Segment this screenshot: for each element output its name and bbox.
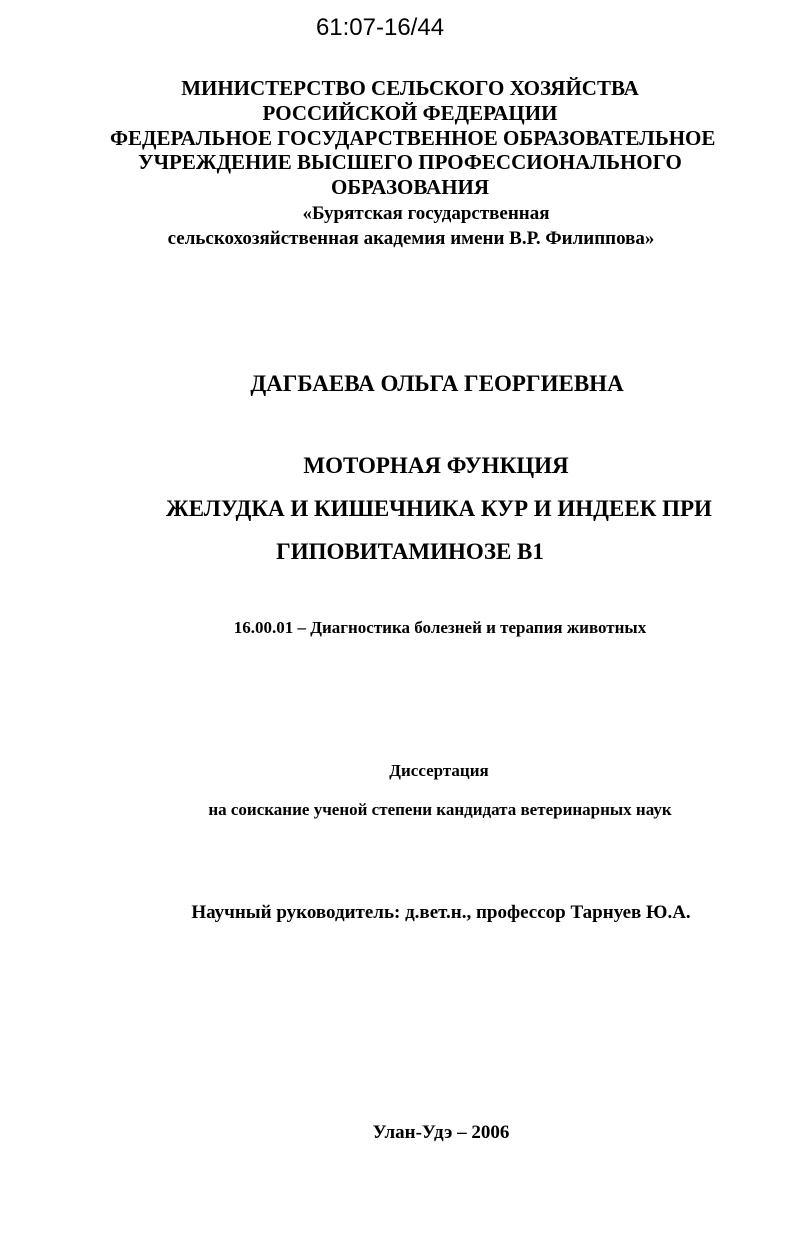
author-name: ДАГБАЕВА ОЛЬГА ГЕОРГИЕВНА: [250, 371, 624, 396]
institution-line: ФЕДЕРАЛЬНОЕ ГОСУДАРСТВЕННОЕ ОБРАЗОВАТЕЛЬНОЕ: [110, 126, 716, 150]
degree: на соискание ученой степени кандидата ветеринарных наук: [208, 800, 672, 819]
title-line: МОТОРНАЯ ФУНКЦИЯ: [303, 453, 569, 478]
institution-line: РОССИЙСКОЙ ФЕДЕРАЦИИ: [262, 101, 558, 125]
work-type: Диссертация: [389, 761, 489, 780]
title-line: ГИПОВИТАМИНОЗЕ В1: [276, 539, 544, 564]
institution-line: МИНИСТЕРСТВО СЕЛЬСКОГО ХОЗЯЙСТВА: [181, 76, 639, 100]
place-year: Улан-Удэ – 2006: [372, 1122, 510, 1143]
academy-line: сельскохозяйственная академия имени В.Р. Филиппова»: [167, 228, 655, 249]
catalog-number: 61:07-16/44: [315, 14, 445, 41]
title-line: ЖЕЛУДКА И КИШЕЧНИКА КУР И ИНДЕЕК ПРИ: [166, 496, 712, 521]
academy-line: «Бурятская государственная: [302, 203, 550, 224]
institution-line: УЧРЕЖДЕНИЕ ВЫСШЕГО ПРОФЕССИОНАЛЬНОГО: [138, 150, 682, 174]
institution-line: ОБРАЗОВАНИЯ: [330, 175, 490, 199]
specialty: 16.00.01 – Диагностика болезней и терапия животных: [233, 618, 647, 637]
supervisor: Научный руководитель: д.вет.н., профессор Тарнуев Ю.А.: [191, 902, 691, 923]
